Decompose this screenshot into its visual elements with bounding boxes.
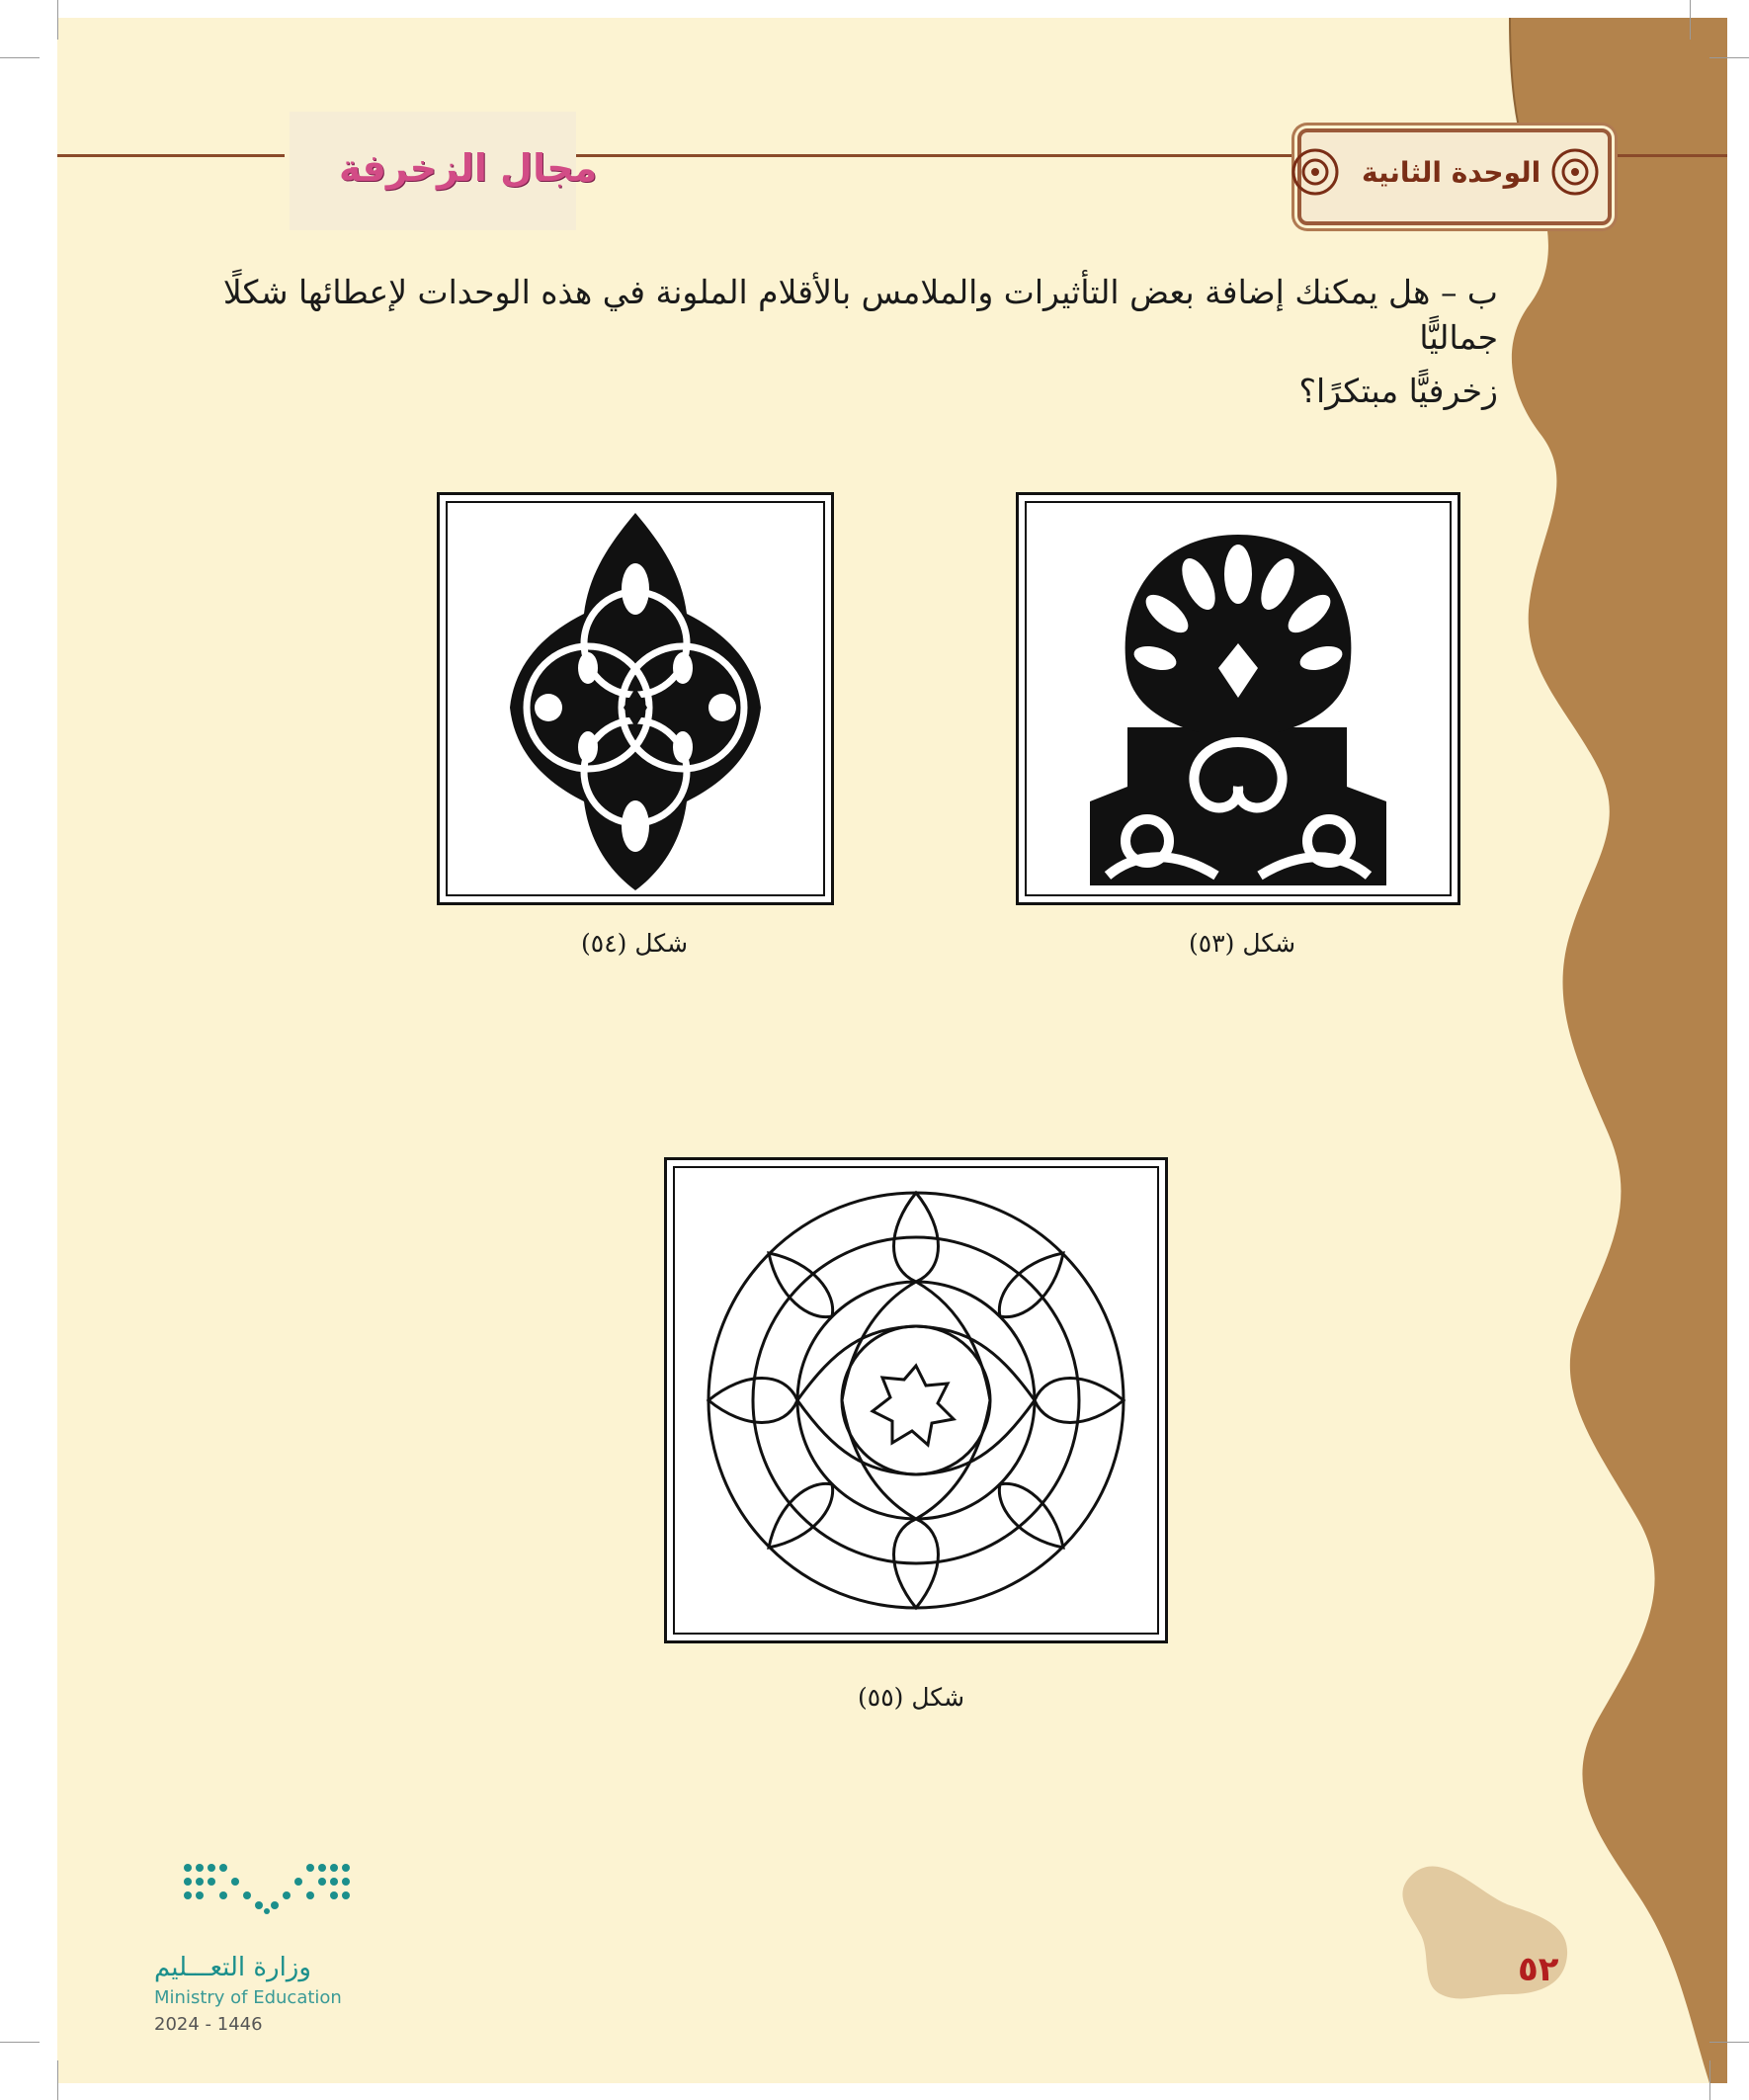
header-line-left [57,154,285,157]
ministry-name-arabic: وزارة التعـــليم [154,1953,311,1982]
unit-title: الوحدة الثانية [1362,156,1541,189]
crop-mark [1709,2042,1749,2043]
ministry-name-english: Ministry of Education [154,1987,342,2008]
crop-mark [57,0,58,40]
question-line-1: ب – هل يمكنك إضافة بعض التأثيرات والملامس بالأقلام الملونة في هذه الوحدات لإعطائها شكلًا جماليًّا [222,273,1498,358]
figure-55-caption: شكل (٥٥) [858,1683,965,1712]
page-number: ٥٢ [1518,1950,1559,1989]
ornament-icon-right [1547,144,1603,200]
crop-mark [57,2060,58,2100]
crop-mark [1709,2060,1710,2100]
crop-mark [0,57,40,58]
star-rosette-ornament [667,1160,1165,1640]
figure-53 [1016,492,1460,905]
crop-mark [0,2042,40,2043]
question-line-2: زخرفيًّا مبتكرًا؟ [1298,372,1498,410]
floral-medallion-ornament [440,495,831,902]
header-line-right [1609,154,1727,157]
crop-mark [1709,57,1749,58]
palmette-ornament [1019,495,1458,902]
ministry-year: 2024 - 1446 [154,2014,263,2035]
section-title: مجال الزخرفة [339,146,598,190]
ministry-logo-icon [178,1858,356,1917]
header-line-middle [551,154,1292,157]
page [57,18,1727,2083]
figure-54-caption: شكل (٥٤) [581,929,689,958]
figure-54 [437,492,834,905]
crop-mark [1690,0,1691,40]
figure-55 [664,1157,1168,1643]
ornament-icon-left [1288,144,1343,200]
figure-53-caption: شكل (٥٣) [1189,929,1296,958]
